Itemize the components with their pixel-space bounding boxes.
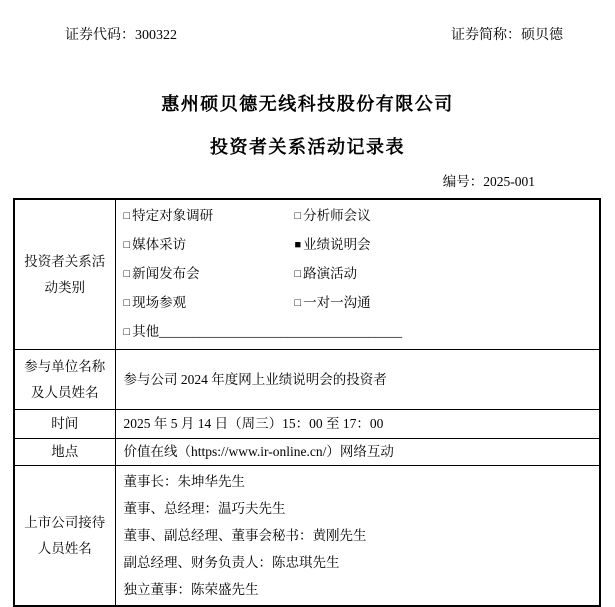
option-line (124, 202, 594, 231)
table-row-reception (14, 466, 600, 607)
checkbox-option-label: 特定对象调研 (132, 208, 214, 223)
reception-person-line: 独立董事：陈荣盛先生 (123, 582, 259, 597)
option-line (124, 289, 594, 318)
checkbox-option-one-on-one (295, 289, 371, 318)
row-header-line: 及人员姓名 (31, 384, 99, 400)
stock-short-name-label: 证券简称：硕贝德 (451, 28, 563, 43)
checkbox-option-label: 现场参观 (132, 295, 187, 310)
row-header-line: 人员姓名 (37, 540, 92, 556)
table-row-place (14, 439, 600, 466)
row-header-line: 上市公司接待 (24, 514, 106, 530)
checkbox-option-label: 新闻发布会 (132, 266, 200, 281)
checkbox-option-specific-research (124, 202, 295, 231)
form-title: 投资者关系活动记录表 (210, 137, 405, 157)
checkbox-option-press-conference (124, 260, 295, 289)
company-title: 惠州硕贝德无线科技股份有限公司 (161, 94, 454, 114)
checkbox-unchecked-icon: □ (123, 268, 131, 280)
checkbox-unchecked-icon: □ (294, 297, 302, 309)
option-line (124, 231, 594, 260)
row-header-reception (14, 466, 115, 607)
checkbox-unchecked-icon: □ (294, 210, 302, 222)
table-row-activity-type (14, 199, 600, 350)
checkbox-unchecked-icon: □ (123, 210, 131, 222)
checkbox-option-media-interview (124, 231, 295, 260)
checkbox-option-other (124, 318, 403, 347)
checkbox-option-results-briefing (295, 231, 371, 260)
reception-person-line: 董事长：朱坤华先生 (123, 474, 245, 489)
checkbox-unchecked-icon: □ (123, 297, 131, 309)
reception-person-line: 副总经理、财务负责人：陈忠琪先生 (123, 555, 340, 570)
row-header-time: 时间 (14, 410, 115, 439)
row-header-line: 投资者关系活 (24, 253, 106, 269)
table-row-participants (14, 350, 600, 410)
doc-number: 编号：2025-001 (442, 174, 535, 189)
activity-options (124, 200, 594, 349)
place-value: 价值在线（https://www.ir-online.cn/）网络互动 (115, 439, 600, 466)
record-table (13, 198, 601, 607)
reception-person-line: 董事、副总经理、董事会秘书：黄刚先生 (123, 528, 367, 543)
row-header-line: 参与单位名称 (24, 358, 106, 374)
checkbox-option-label: 分析师会议 (303, 208, 371, 223)
row-header-place: 地点 (14, 439, 115, 466)
checkbox-option-label: 其他 (132, 324, 160, 339)
participants-value: 参与公司 2024 年度网上业绩说明会的投资者 (115, 350, 600, 410)
checkbox-option-roadshow (295, 260, 358, 289)
checkbox-option-label: 一对一沟通 (303, 295, 371, 310)
reception-list (124, 466, 594, 605)
stock-code-label: 证券代码：300322 (65, 28, 177, 43)
checkbox-checked-icon: ■ (294, 239, 302, 251)
checkbox-option-label: 媒体采访 (132, 237, 187, 252)
checkbox-unchecked-icon: □ (123, 239, 131, 251)
activity-options-cell (115, 199, 600, 350)
checkbox-option-label: 路演活动 (303, 266, 358, 281)
securities-header (0, 0, 615, 44)
reception-person-line: 董事、总经理：温巧夫先生 (123, 501, 286, 516)
checkbox-option-analyst-meeting (295, 202, 371, 231)
checkbox-option-site-visit (124, 289, 295, 318)
row-header-activity-type (14, 199, 115, 350)
option-line (124, 260, 594, 289)
table-row-time (14, 410, 600, 439)
checkbox-option-label: 业绩说明会 (303, 237, 371, 252)
row-header-participants (14, 350, 115, 410)
time-value: 2025 年 5 月 14 日（周三）15：00 至 17：00 (115, 410, 600, 439)
checkbox-unchecked-icon: □ (294, 268, 302, 280)
reception-list-cell (115, 466, 600, 607)
row-header-line: 动类别 (44, 279, 85, 295)
other-blank-line: ____________________________________ (159, 324, 403, 339)
option-line (124, 318, 594, 347)
checkbox-unchecked-icon: □ (123, 326, 131, 338)
